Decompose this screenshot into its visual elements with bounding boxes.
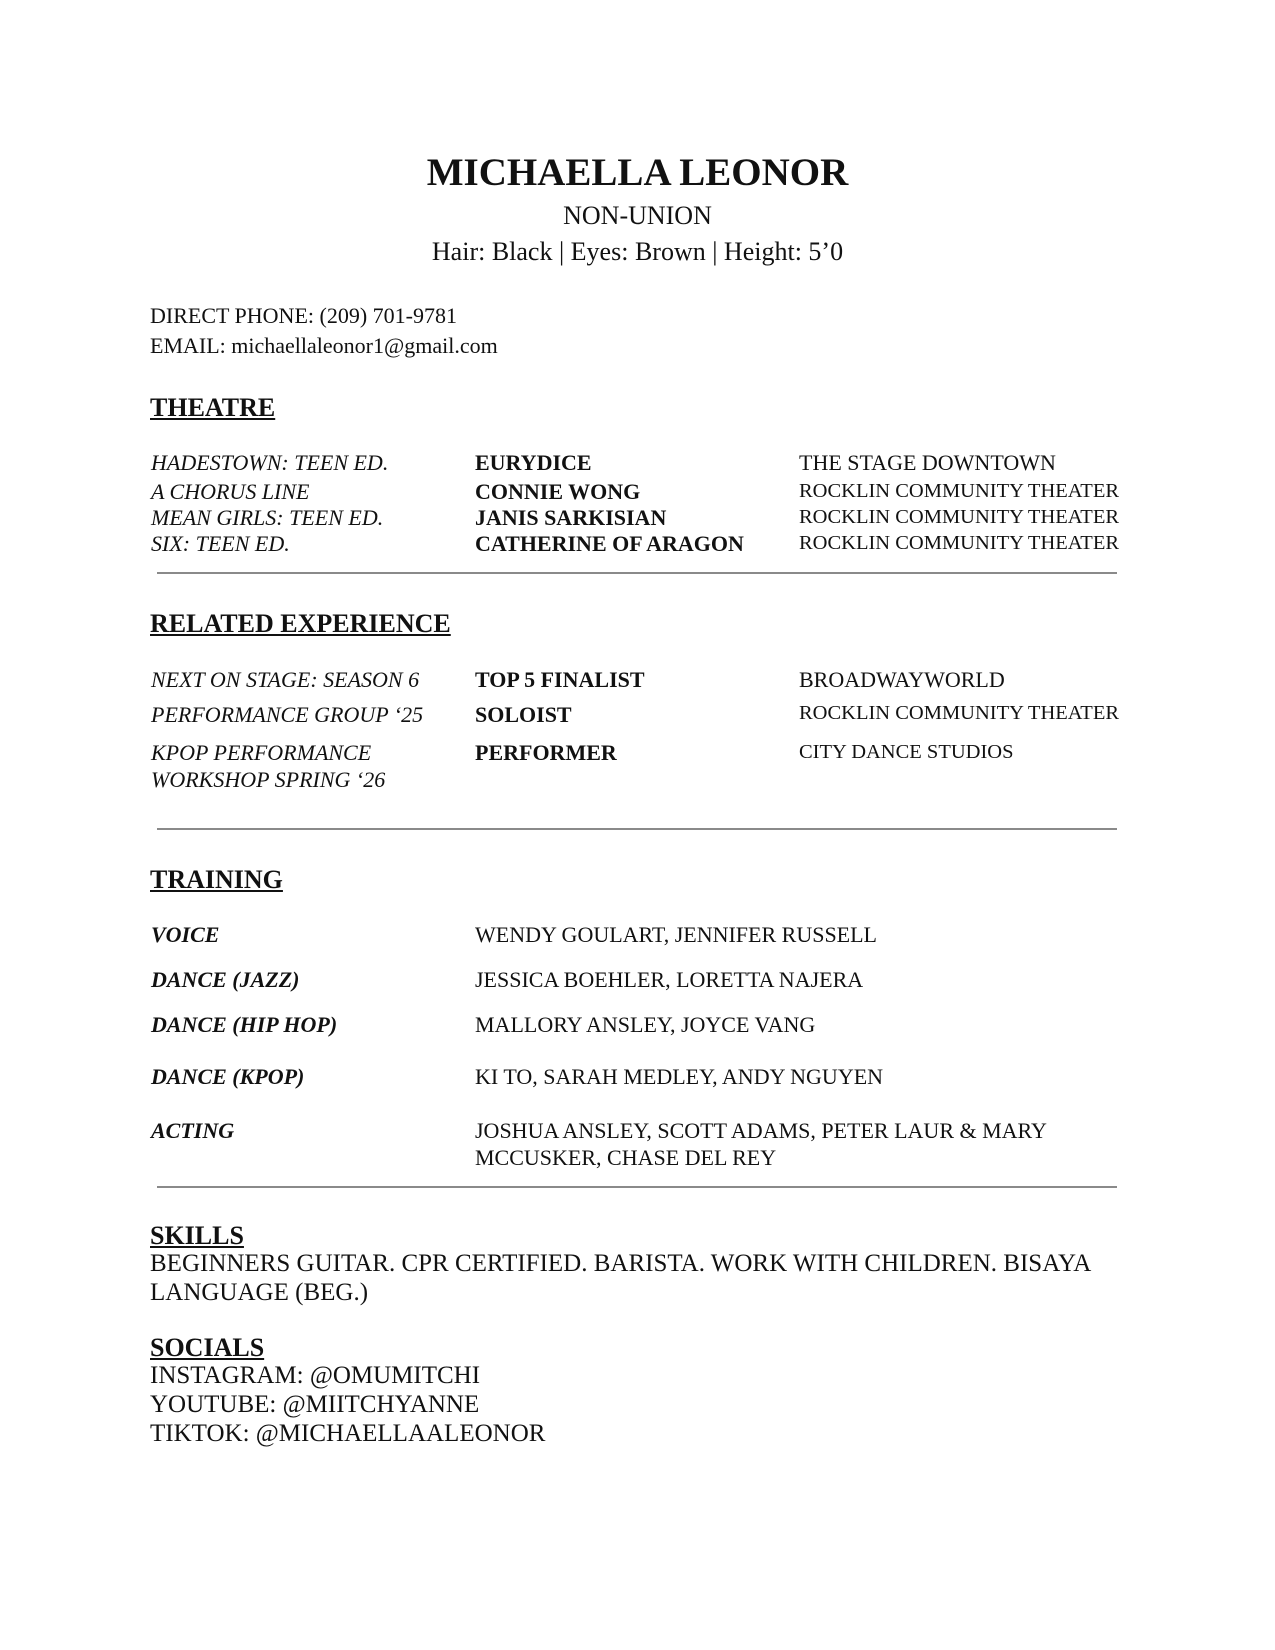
section-heading-related-experience: RELATED EXPERIENCE [150, 609, 451, 638]
show-title: SIX: TEEN ED. [151, 531, 290, 556]
training-teachers: WENDY GOULART, JENNIFER RUSSELL [475, 922, 877, 947]
training-type: DANCE (KPOP) [151, 1064, 305, 1089]
venue: CITY DANCE STUDIOS [799, 741, 1014, 763]
venue: BROADWAYWORLD [799, 667, 1005, 692]
social-tiktok: TIKTOK: @MICHAELLAALEONOR [150, 1420, 546, 1447]
training-teachers: JESSICA BOEHLER, LORETTA NAJERA [475, 967, 864, 992]
show-title-line-1: KPOP PERFORMANCE [151, 740, 372, 765]
contact-email: EMAIL: michaellaleonor1@gmail.com [150, 333, 498, 358]
skills-line-1: BEGINNERS GUITAR. CPR CERTIFIED. BARISTA. WORK WITH CHILDREN. BISAYA [150, 1250, 1092, 1277]
role: SOLOIST [475, 702, 572, 727]
role: TOP 5 FINALIST [475, 667, 645, 692]
role: CATHERINE OF ARAGON [475, 531, 744, 556]
show-title: NEXT ON STAGE: SEASON 6 [151, 667, 420, 692]
section-divider [157, 572, 1117, 574]
training-type: VOICE [151, 922, 220, 947]
training-teachers: MALLORY ANSLEY, JOYCE VANG [475, 1012, 816, 1037]
section-heading-training: TRAINING [150, 865, 283, 894]
section-divider [157, 828, 1117, 830]
training-teachers: KI TO, SARAH MEDLEY, ANDY NGUYEN [475, 1064, 884, 1089]
skills-line-2: LANGUAGE (BEG.) [150, 1279, 369, 1306]
venue: ROCKLIN COMMUNITY THEATER [799, 702, 1120, 724]
section-heading-theatre: THEATRE [150, 393, 276, 422]
training-teachers-line-1: JOSHUA ANSLEY, SCOTT ADAMS, PETER LAUR & MARY [475, 1118, 1047, 1143]
role: EURYDICE [475, 450, 592, 475]
show-title: HADESTOWN: TEEN ED. [151, 450, 389, 475]
physical-stats: Hair: Black | Eyes: Brown | Height: 5’0 [431, 237, 844, 266]
venue: ROCKLIN COMMUNITY THEATER [799, 506, 1120, 528]
section-heading-skills: SKILLS [150, 1221, 244, 1250]
training-type: ACTING [151, 1118, 235, 1143]
section-divider [157, 1186, 1117, 1188]
venue: THE STAGE DOWNTOWN [799, 450, 1056, 475]
section-heading-socials: SOCIALS [150, 1333, 265, 1362]
training-type: DANCE (HIP HOP) [151, 1012, 338, 1037]
show-title: PERFORMANCE GROUP ‘25 [151, 702, 424, 727]
venue: ROCKLIN COMMUNITY THEATER [799, 480, 1120, 502]
social-instagram: INSTAGRAM: @OMUMITCHI [150, 1362, 481, 1389]
venue: ROCKLIN COMMUNITY THEATER [799, 532, 1120, 554]
contact-phone: DIRECT PHONE: (209) 701-9781 [150, 303, 457, 328]
training-teachers-line-2: MCCUSKER, CHASE DEL REY [475, 1145, 777, 1170]
show-title: MEAN GIRLS: TEEN ED. [151, 505, 384, 530]
role: PERFORMER [475, 740, 617, 765]
role: CONNIE WONG [475, 479, 641, 504]
show-title: A CHORUS LINE [151, 479, 310, 504]
show-title-line-2: WORKSHOP SPRING ‘26 [151, 767, 386, 792]
union-status: NON-UNION [563, 201, 712, 230]
social-youtube: YOUTUBE: @MIITCHYANNE [150, 1391, 480, 1418]
role: JANIS SARKISIAN [475, 505, 667, 530]
resume-name: MICHAELLA LEONOR [426, 151, 849, 194]
training-type: DANCE (JAZZ) [151, 967, 300, 992]
